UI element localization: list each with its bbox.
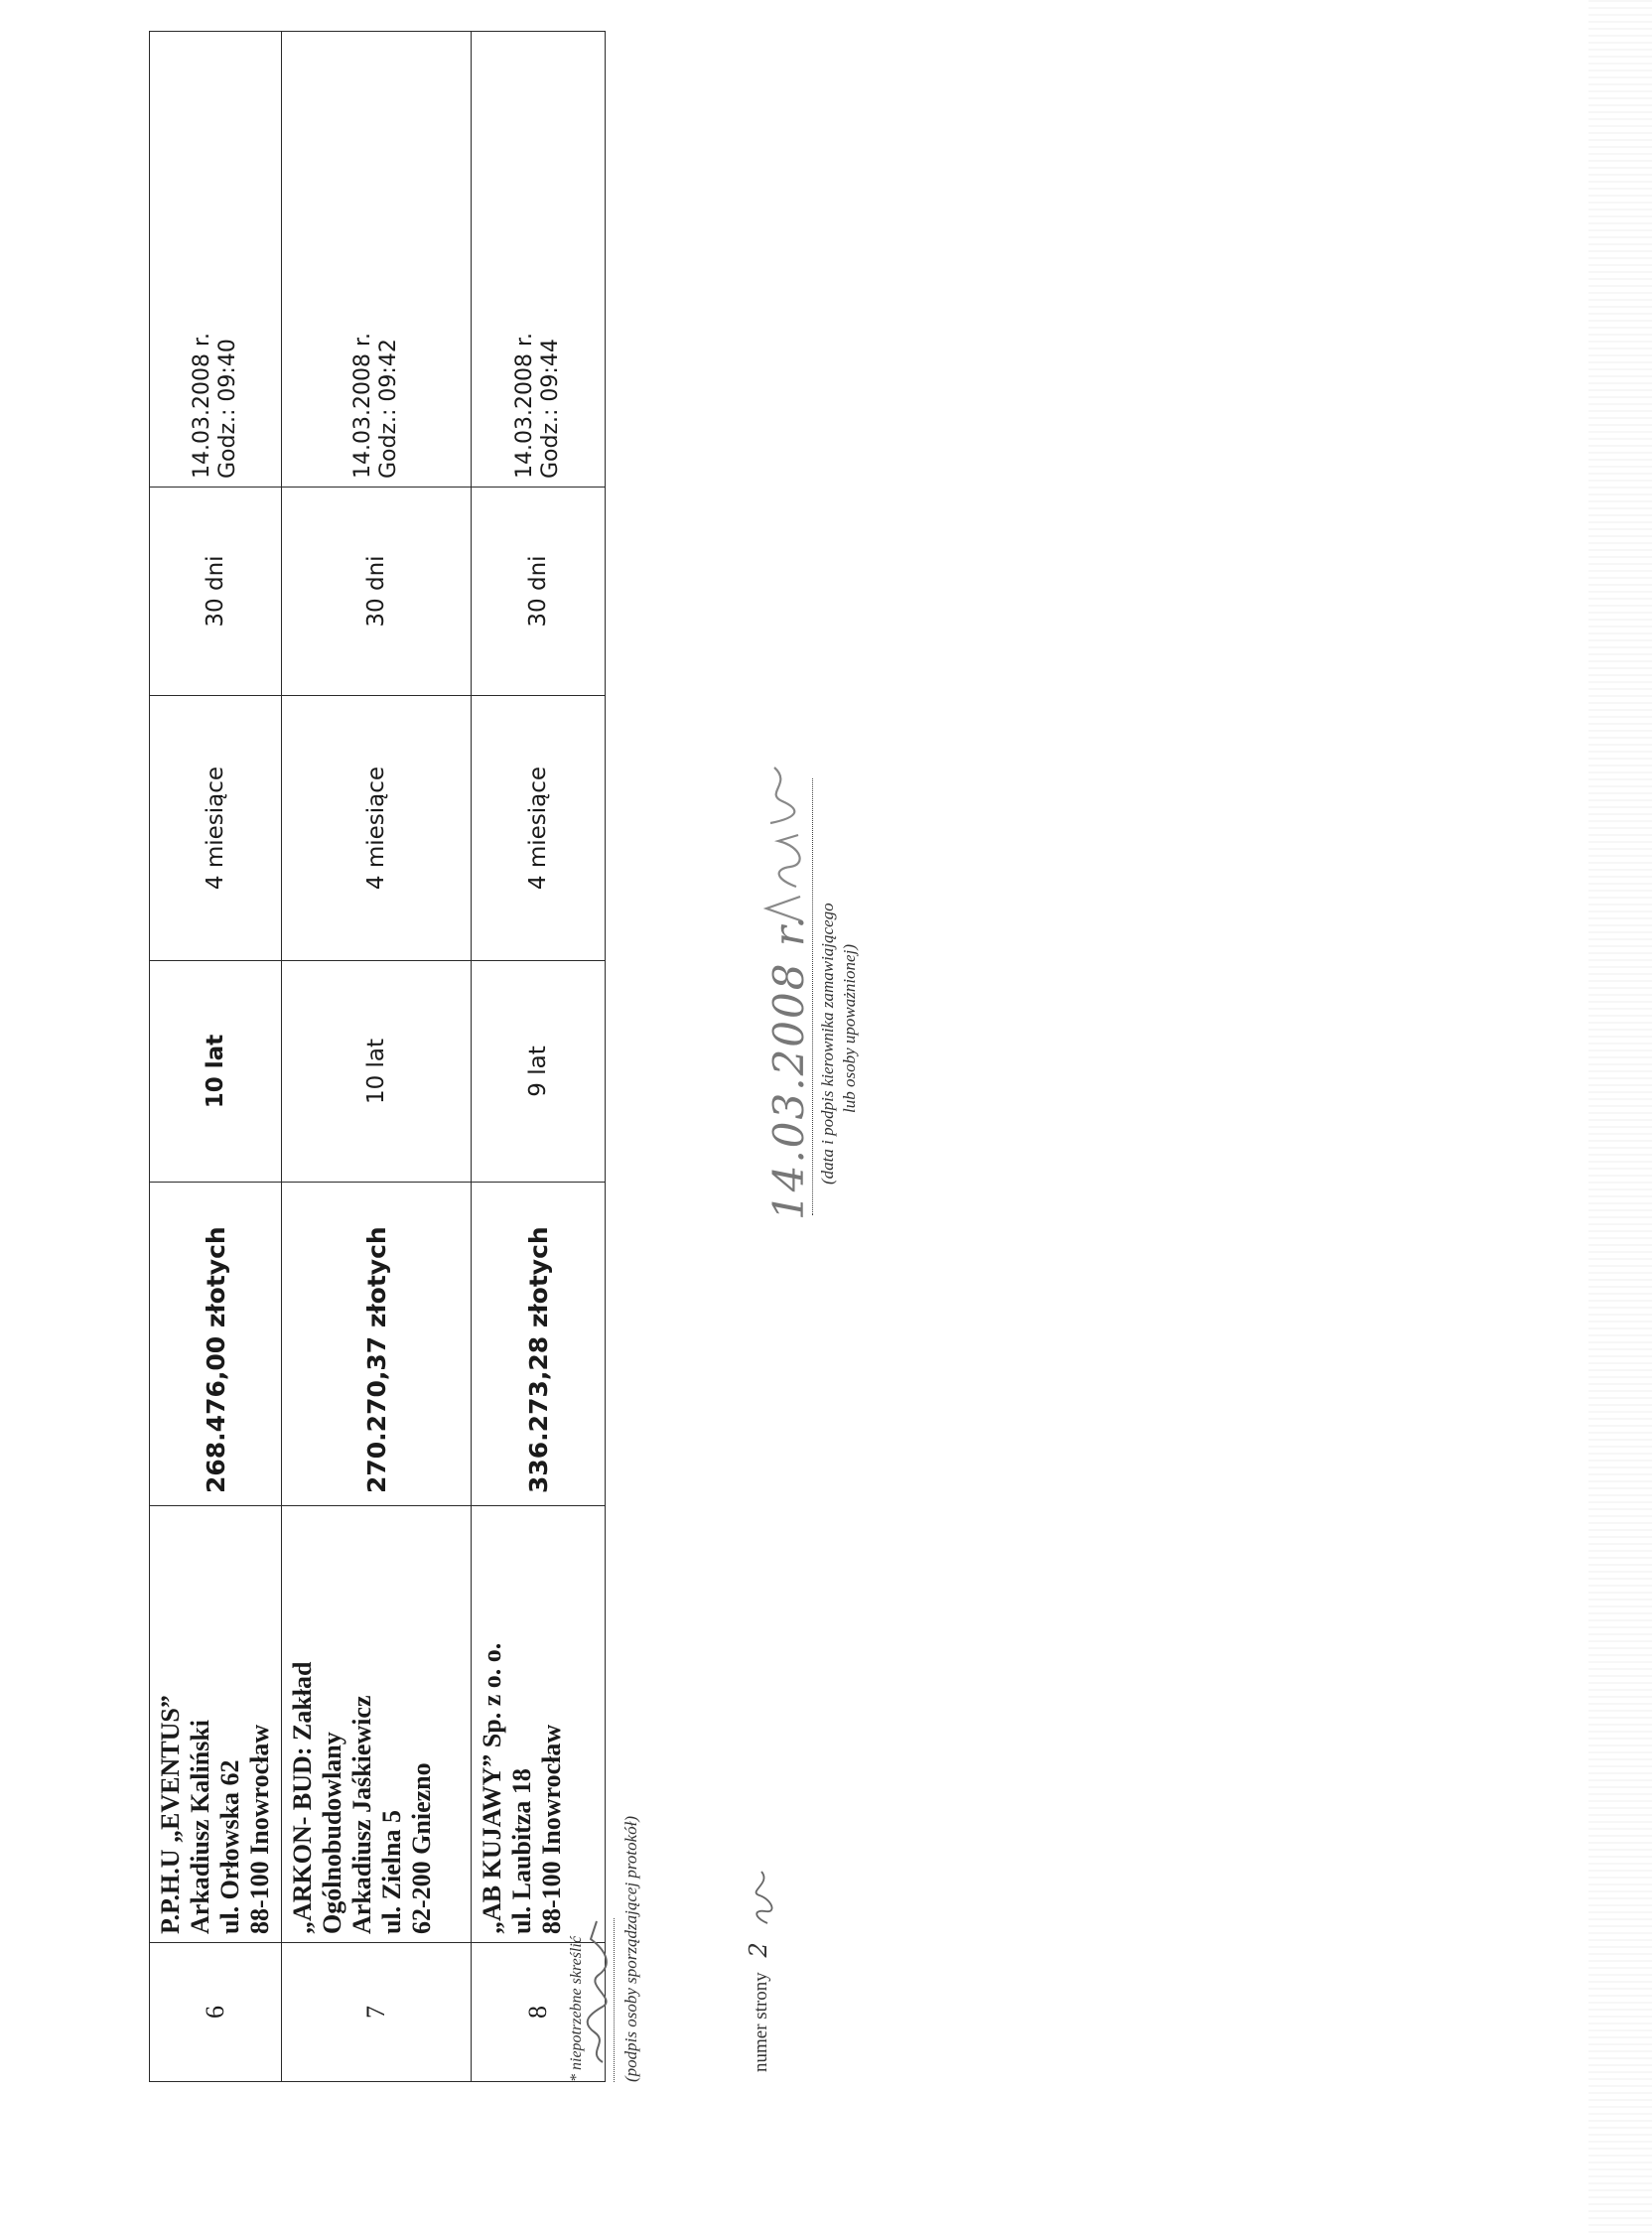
table-row	[282, 32, 472, 2082]
company-line: ul. Zielna 5	[377, 1810, 406, 1934]
company-cell	[282, 1506, 472, 1943]
warranty-cell: 9 lat	[472, 961, 606, 1183]
price-cell: 268.476,00 złotych	[150, 1183, 282, 1506]
submission-date-cell	[472, 32, 606, 488]
company-line: Arkadiusz Kaliński	[186, 1719, 214, 1934]
company-line: 62-200 Gniezno	[407, 1762, 436, 1934]
submission-date-cell	[282, 32, 472, 488]
submission-time: Godz.: 09:40	[215, 339, 240, 479]
page-number-label: numer strony	[751, 1972, 771, 2072]
company-line: „ARKON- BUD: Zakład	[288, 1661, 317, 1934]
row-number: 6	[150, 1943, 282, 2082]
company-line: ul. Orłowska 62	[215, 1759, 244, 1934]
offers-table	[149, 31, 606, 2082]
preparer-signature-line	[614, 1918, 615, 2082]
company-cell	[150, 1506, 282, 1943]
execution-time-cell: 4 miesiące	[150, 696, 282, 961]
page-number	[745, 1868, 775, 2072]
company-cell	[472, 1506, 606, 1943]
company-line: 88-100 Inowrocław	[245, 1724, 274, 1934]
page-number-value: 2	[745, 1942, 772, 1958]
signature-scribble-icon	[581, 1917, 613, 2066]
manager-caption-line1: (data i podpis kierownika zamawiającego	[818, 903, 837, 1185]
payment-term-cell: 30 dni	[150, 488, 282, 696]
manager-signature-line	[812, 778, 813, 1215]
submission-date: 14.03.2008 r.	[350, 333, 375, 479]
warranty-cell: 10 lat	[282, 961, 472, 1183]
payment-term-cell: 30 dni	[282, 488, 472, 696]
submission-time: Godz.: 09:42	[376, 339, 401, 479]
execution-time-cell: 4 miesiące	[282, 696, 472, 961]
price-cell: 270.270,37 złotych	[282, 1183, 472, 1506]
signature-date: 14.03.2008 r.	[764, 913, 813, 1220]
submission-time: Godz.: 09:44	[538, 339, 563, 479]
company-line: P.P.H.U „EVENTUS”	[156, 1695, 185, 1934]
price-cell: 336.273,28 złotych	[472, 1183, 606, 1506]
warranty-cell: 10 lat	[150, 961, 282, 1183]
submission-date: 14.03.2008 r.	[512, 333, 537, 479]
company-line: Arkadiusz Jaśkiewicz	[347, 1695, 376, 1934]
scan-edge-noise	[1588, 0, 1652, 2233]
table-row	[472, 32, 606, 2082]
company-line: Ogólnobudowlany	[318, 1732, 346, 1934]
submission-date-cell	[150, 32, 282, 488]
footnote: * niepotrzebne skreślić	[568, 1936, 585, 2082]
row-number: 7	[282, 1943, 472, 2082]
row-number: 8	[472, 1943, 606, 2082]
execution-time-cell: 4 miesiące	[472, 696, 606, 961]
preparer-caption: (podpis osoby sporządzającej protokół)	[621, 1815, 640, 2082]
company-line: 88-100 Inowrocław	[537, 1724, 566, 1934]
company-line: ul. Laubitza 18	[507, 1768, 536, 1934]
payment-term-cell: 30 dni	[472, 488, 606, 696]
table-row	[150, 32, 282, 2082]
submission-date: 14.03.2008 r.	[190, 333, 214, 479]
initials-scribble-icon	[750, 1868, 775, 1927]
manager-signature-icon	[757, 758, 816, 926]
manager-caption-line2: lub osoby upoważnionej)	[840, 944, 859, 1113]
company-line: „AB KUJAWY” Sp. z o. o.	[478, 1642, 506, 1934]
